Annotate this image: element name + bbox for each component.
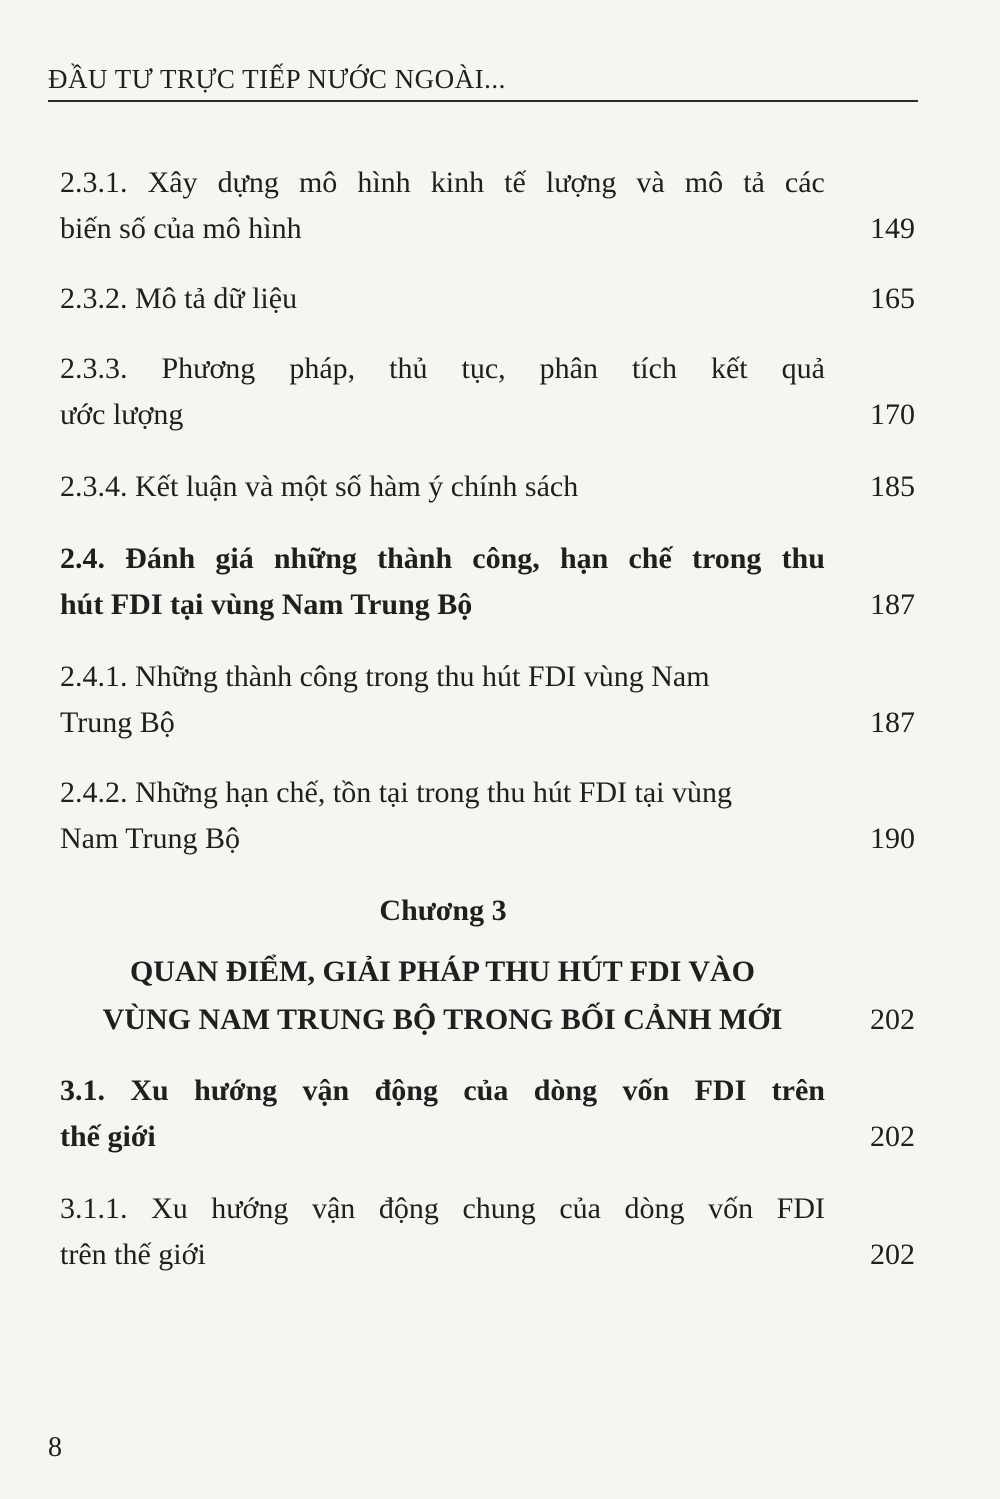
word: 2.3.3.	[60, 352, 128, 385]
toc-entry-3-1-1[interactable]	[60, 1186, 825, 1278]
page-number: 8	[48, 1432, 62, 1463]
word: lượng	[545, 166, 617, 199]
word: kết	[710, 352, 748, 385]
word: hướng	[211, 1192, 289, 1225]
word: trong	[691, 542, 762, 575]
toc-entry-2-3-3[interactable]	[60, 346, 825, 438]
toc-entry-title-line2: hút FDI tại vùng Nam Trung Bộ	[60, 588, 473, 621]
word: tả	[743, 166, 765, 199]
toc-page-number: 202	[870, 1003, 915, 1036]
word: Đánh	[125, 542, 196, 575]
word: của	[463, 1074, 509, 1107]
toc-page-number: 165	[870, 282, 915, 315]
word: tục,	[461, 352, 506, 385]
word: và	[636, 166, 665, 199]
word: chế	[628, 542, 672, 575]
word: vận	[302, 1074, 350, 1107]
toc-entry-title-line1	[60, 1186, 825, 1232]
word: trên	[771, 1074, 825, 1107]
chapter-label: Chương 3	[379, 894, 507, 927]
toc-entry-title-line1	[60, 536, 825, 582]
word: giá	[215, 542, 254, 575]
toc-page-number: 190	[870, 822, 915, 855]
word: quả	[781, 352, 825, 385]
toc-page-number: 202	[870, 1238, 915, 1271]
word: thành	[377, 542, 453, 575]
word: Xu	[151, 1192, 188, 1225]
word: dòng	[533, 1074, 598, 1107]
word: vốn	[708, 1192, 754, 1225]
word: hình	[357, 166, 411, 199]
word: mô	[684, 166, 724, 199]
toc-entry-2-4-1[interactable]	[60, 654, 825, 746]
toc-entry-title-line1: 2.4.2. Những hạn chế, tồn tại trong thu hút FDI tại vùng	[60, 776, 733, 809]
toc-entry-title-line2: thế giới	[60, 1120, 156, 1153]
toc-page-number: 187	[870, 588, 915, 621]
word: vận	[311, 1192, 356, 1225]
word: động	[374, 1074, 438, 1107]
word: kinh	[430, 166, 485, 199]
word: pháp,	[289, 352, 356, 385]
toc-entry-title-line2: biến số của mô hình	[60, 212, 302, 245]
word: FDI	[776, 1192, 825, 1225]
toc-entry-2-3-2[interactable]	[60, 276, 825, 322]
word: của	[559, 1192, 601, 1225]
toc-page-number: 187	[870, 706, 915, 739]
toc-entry-2-4-2[interactable]	[60, 770, 825, 862]
word: vốn	[622, 1074, 670, 1107]
word: 2.4.	[60, 542, 105, 575]
toc-entry-2-4[interactable]	[60, 536, 825, 628]
toc-entry-title-line2: Nam Trung Bộ	[60, 822, 241, 855]
toc-entry-title-line2: trên thế giới	[60, 1238, 206, 1271]
toc-entry-title-line1: 2.3.4. Kết luận và một số hàm ý chính sách	[60, 470, 579, 503]
toc-entry-title-line1	[60, 160, 825, 206]
word: thủ	[389, 352, 428, 385]
toc-entry-2-3-4[interactable]	[60, 464, 825, 510]
toc-entry-title-line1: 2.4.1. Những thành công trong thu hút FDI vùng Nam	[60, 660, 710, 693]
toc-entry-3-1[interactable]	[60, 1068, 825, 1160]
word: phân	[539, 352, 598, 385]
toc-page-number: 202	[870, 1120, 915, 1153]
word: Xu	[130, 1074, 169, 1107]
toc-entry-2-3-1[interactable]	[60, 160, 825, 252]
word: hạn	[559, 542, 609, 575]
chapter-title-line2[interactable]: VÙNG NAM TRUNG BỘ TRONG BỐI CẢNH MỚI	[102, 1003, 783, 1036]
toc-page-number: 149	[870, 212, 915, 245]
word: Xây	[147, 166, 198, 199]
word: các	[784, 166, 825, 199]
toc-page-number: 185	[870, 470, 915, 503]
word: tích	[631, 352, 677, 385]
toc-entry-title-line1	[60, 1068, 825, 1114]
word: dòng	[624, 1192, 685, 1225]
word: hướng	[194, 1074, 278, 1107]
word: Phương	[161, 352, 256, 385]
toc-entry-title-line1	[60, 346, 825, 392]
chapter-title-line1[interactable]: QUAN ĐIỂM, GIẢI PHÁP THU HÚT FDI VÀO	[129, 955, 756, 988]
word: công,	[472, 542, 540, 575]
toc-entry-title-line2: Trung Bộ	[60, 706, 175, 739]
toc-entry-title-line2: ước lượng	[60, 398, 184, 431]
word: 3.1.	[60, 1074, 105, 1107]
word: 3.1.1.	[60, 1192, 128, 1225]
word: chung	[462, 1192, 536, 1225]
word: FDI	[694, 1074, 747, 1107]
word: những	[273, 542, 357, 575]
toc-page-number: 170	[870, 398, 915, 431]
running-title: ĐẦU TƯ TRỰC TIẾP NƯỚC NGOÀI...	[48, 64, 506, 94]
word: 2.3.1.	[60, 166, 128, 199]
word: động	[378, 1192, 439, 1225]
word: tế	[504, 166, 526, 199]
word: mô	[298, 166, 338, 199]
toc-entry-title-line1: 2.3.2. Mô tả dữ liệu	[60, 282, 298, 315]
word: dựng	[217, 166, 279, 199]
word: thu	[781, 542, 825, 575]
